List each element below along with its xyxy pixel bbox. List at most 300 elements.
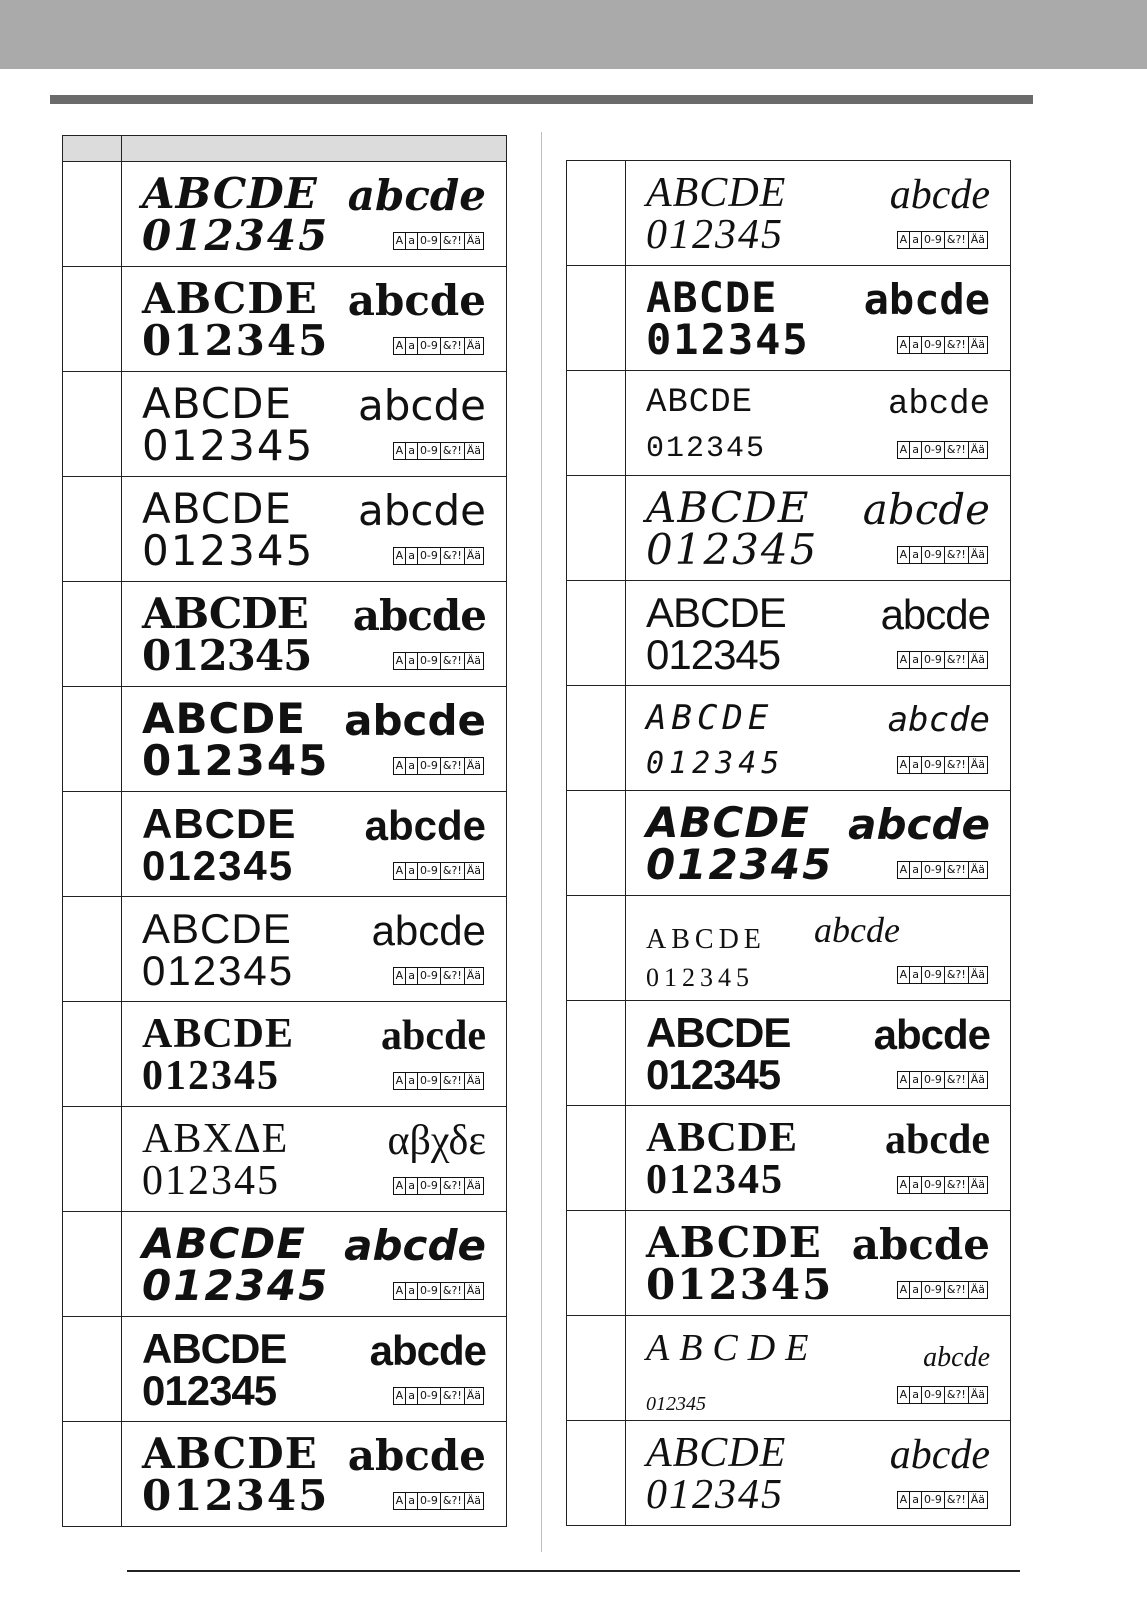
font-row bbox=[567, 266, 1011, 371]
symbols-icon: &?! bbox=[440, 443, 464, 459]
sample-digits: 012345 bbox=[646, 1051, 781, 1098]
numerals-icon: 0-9 bbox=[417, 1493, 440, 1509]
font-sample-cell bbox=[122, 477, 507, 582]
lowercase-icon: a bbox=[909, 1177, 921, 1193]
sample-lowercase: abcde bbox=[347, 171, 486, 220]
font-row bbox=[567, 686, 1011, 791]
font-number-cell bbox=[567, 161, 626, 266]
accented-letters-icon: Ää bbox=[968, 1177, 987, 1193]
sample-uppercase: ABCDE bbox=[646, 1218, 822, 1267]
lowercase-icon: a bbox=[405, 1283, 417, 1299]
numerals-icon: 0-9 bbox=[921, 337, 944, 353]
numerals-icon: 0-9 bbox=[921, 1387, 944, 1403]
font-number-cell bbox=[567, 791, 626, 896]
font-table-left bbox=[62, 135, 507, 1527]
font-row bbox=[567, 1316, 1011, 1421]
uppercase-icon: A bbox=[395, 1284, 404, 1297]
uppercase-icon: A bbox=[899, 233, 908, 246]
sample-digits: 012345 bbox=[646, 1260, 834, 1309]
uppercase-icon: A bbox=[899, 338, 908, 351]
uppercase-icon: A bbox=[395, 339, 404, 352]
numerals-icon: 0-9 bbox=[921, 547, 944, 563]
lowercase-icon: a bbox=[909, 652, 921, 668]
symbols-icon: &?! bbox=[440, 1073, 464, 1089]
uppercase-icon: A bbox=[899, 653, 908, 666]
sample-uppercase: ABCDE bbox=[646, 589, 786, 636]
font-row bbox=[63, 1317, 507, 1422]
uppercase-icon: A bbox=[899, 1283, 908, 1296]
lowercase-icon: a bbox=[909, 1492, 921, 1508]
character-set-icons bbox=[897, 861, 988, 879]
numerals-icon: 0-9 bbox=[417, 758, 440, 774]
font-sample-cell bbox=[626, 1211, 1011, 1316]
font-number-cell bbox=[567, 1316, 626, 1421]
uppercase-icon: A bbox=[395, 549, 404, 562]
sample-lowercase: abcde bbox=[887, 386, 990, 424]
sample-digits: 012345 bbox=[142, 526, 315, 575]
font-sample-cell bbox=[626, 161, 1011, 266]
character-set-icons bbox=[393, 232, 484, 250]
sample-digits: 012345 bbox=[142, 947, 295, 994]
font-sample-cell bbox=[122, 792, 507, 897]
symbols-icon: &?! bbox=[944, 1387, 968, 1403]
sample-lowercase: abcde bbox=[851, 1220, 990, 1269]
sample-digits: 012345 bbox=[142, 211, 330, 260]
accented-letters-icon: Ää bbox=[464, 1073, 483, 1089]
sample-digits: 012345 bbox=[142, 631, 312, 680]
lowercase-icon: a bbox=[405, 443, 417, 459]
accented-letters-icon: Ää bbox=[464, 233, 483, 249]
sample-digits: 012345 bbox=[646, 963, 754, 992]
sample-uppercase: ABCDE bbox=[142, 484, 293, 533]
accented-letters-icon: Ää bbox=[464, 338, 483, 354]
lowercase-icon: a bbox=[405, 968, 417, 984]
symbols-icon: &?! bbox=[440, 1283, 464, 1299]
font-sample-cell bbox=[626, 1001, 1011, 1106]
symbols-icon: &?! bbox=[440, 758, 464, 774]
numerals-icon: 0-9 bbox=[921, 862, 944, 878]
accented-letters-icon: Ää bbox=[464, 1388, 483, 1404]
font-number-cell bbox=[63, 1107, 122, 1212]
character-set-icons bbox=[897, 441, 988, 459]
accented-letters-icon: Ää bbox=[464, 1493, 483, 1509]
sample-uppercase: ABCDE bbox=[646, 384, 754, 422]
font-row bbox=[63, 1212, 507, 1317]
numerals-icon: 0-9 bbox=[417, 443, 440, 459]
font-row bbox=[63, 477, 507, 582]
font-row bbox=[567, 1421, 1011, 1526]
font-number-cell bbox=[567, 1106, 626, 1211]
sample-uppercase: ABCDE bbox=[142, 905, 292, 952]
uppercase-icon: A bbox=[899, 1493, 908, 1506]
numerals-icon: 0-9 bbox=[417, 1283, 440, 1299]
numerals-icon: 0-9 bbox=[921, 1282, 944, 1298]
font-number-cell bbox=[567, 371, 626, 476]
character-set-icons bbox=[393, 652, 484, 670]
symbols-icon: &?! bbox=[944, 1072, 968, 1088]
accented-letters-icon: Ää bbox=[968, 1282, 987, 1298]
sample-uppercase: ABCDE bbox=[142, 274, 318, 323]
uppercase-icon: A bbox=[395, 969, 404, 982]
font-number-cell bbox=[63, 1212, 122, 1317]
character-set-icons bbox=[393, 442, 484, 460]
sample-digits: 012345 bbox=[142, 1471, 330, 1520]
sample-lowercase: abcde bbox=[880, 591, 990, 638]
numerals-icon: 0-9 bbox=[921, 1072, 944, 1088]
character-set-icons bbox=[897, 651, 988, 669]
lowercase-icon: a bbox=[909, 757, 921, 773]
sample-uppercase: ABCDE bbox=[142, 1011, 295, 1057]
lowercase-icon: a bbox=[405, 758, 417, 774]
character-set-icons bbox=[897, 1281, 988, 1299]
accented-letters-icon: Ää bbox=[464, 758, 483, 774]
lowercase-icon: a bbox=[405, 1493, 417, 1509]
character-set-icons bbox=[393, 757, 484, 775]
accented-letters-icon: Ää bbox=[464, 968, 483, 984]
font-number-cell bbox=[567, 1421, 626, 1526]
symbols-icon: &?! bbox=[944, 442, 968, 458]
font-row bbox=[63, 372, 507, 477]
font-number-cell bbox=[63, 792, 122, 897]
uppercase-icon: A bbox=[899, 968, 908, 981]
font-sample-cell bbox=[122, 1002, 507, 1107]
symbols-icon: &?! bbox=[440, 1388, 464, 1404]
font-number-cell bbox=[63, 477, 122, 582]
sample-uppercase: ABCDE bbox=[142, 1219, 306, 1268]
font-row bbox=[567, 1001, 1011, 1106]
sample-lowercase: abcde bbox=[371, 907, 486, 954]
font-row bbox=[63, 792, 507, 897]
lowercase-icon: a bbox=[405, 863, 417, 879]
symbols-icon: &?! bbox=[944, 1282, 968, 1298]
numerals-icon: 0-9 bbox=[921, 442, 944, 458]
numerals-icon: 0-9 bbox=[417, 653, 440, 669]
accented-letters-icon: Ää bbox=[968, 862, 987, 878]
sample-lowercase: abcde bbox=[814, 910, 900, 950]
numerals-icon: 0-9 bbox=[921, 757, 944, 773]
accented-letters-icon: Ää bbox=[968, 1387, 987, 1403]
lowercase-icon: a bbox=[405, 338, 417, 354]
symbols-icon: &?! bbox=[440, 1178, 464, 1194]
font-number-cell bbox=[567, 686, 626, 791]
symbols-icon: &?! bbox=[944, 547, 968, 563]
accented-letters-icon: Ää bbox=[968, 757, 987, 773]
symbols-icon: &?! bbox=[440, 548, 464, 564]
symbols-icon: &?! bbox=[944, 232, 968, 248]
lowercase-icon: a bbox=[405, 233, 417, 249]
sample-lowercase: abcde bbox=[923, 1342, 990, 1373]
font-sample-cell bbox=[122, 372, 507, 477]
uppercase-icon: A bbox=[899, 443, 908, 456]
symbols-icon: &?! bbox=[440, 968, 464, 984]
symbols-icon: &?! bbox=[440, 338, 464, 354]
numerals-icon: 0-9 bbox=[417, 548, 440, 564]
sample-lowercase: abcde bbox=[369, 1327, 486, 1374]
font-sample-cell bbox=[626, 896, 1011, 1001]
character-set-icons bbox=[393, 1072, 484, 1090]
sample-lowercase: abcde bbox=[863, 275, 990, 324]
sample-uppercase: ABCDE bbox=[142, 1325, 287, 1372]
sample-lowercase: abcde bbox=[364, 802, 486, 849]
font-sample-cell bbox=[626, 266, 1011, 371]
font-sample-cell bbox=[626, 1316, 1011, 1421]
lowercase-icon: a bbox=[909, 862, 921, 878]
header-band bbox=[0, 0, 1147, 69]
column-divider bbox=[541, 132, 542, 1552]
uppercase-icon: A bbox=[395, 654, 404, 667]
sample-digits: 012345 bbox=[646, 1472, 784, 1518]
symbols-icon: &?! bbox=[440, 233, 464, 249]
sample-digits: 012345 bbox=[646, 746, 785, 781]
font-number-cell bbox=[567, 476, 626, 581]
numerals-icon: 0-9 bbox=[921, 232, 944, 248]
symbols-icon: &?! bbox=[944, 1177, 968, 1193]
symbols-icon: &?! bbox=[440, 653, 464, 669]
font-row bbox=[567, 791, 1011, 896]
font-row bbox=[63, 582, 507, 687]
character-set-icons bbox=[897, 546, 988, 564]
uppercase-icon: A bbox=[899, 863, 908, 876]
character-set-icons bbox=[393, 967, 484, 985]
uppercase-icon: A bbox=[899, 1178, 908, 1191]
sample-digits: 012345 bbox=[646, 212, 784, 258]
sample-lowercase: abcde bbox=[848, 800, 990, 849]
sample-lowercase: αβχδε bbox=[387, 1118, 486, 1164]
sample-uppercase: ABCDE bbox=[646, 483, 810, 532]
font-sample-cell bbox=[626, 371, 1011, 476]
font-sample-cell bbox=[122, 1422, 507, 1527]
sample-lowercase: abcde bbox=[347, 1431, 486, 1480]
sample-digits: 012345 bbox=[646, 432, 767, 466]
sample-digits: 012345 bbox=[142, 842, 295, 889]
header-rule bbox=[50, 95, 1033, 104]
font-row bbox=[63, 897, 507, 1002]
font-row bbox=[63, 687, 507, 792]
font-number-cell bbox=[63, 267, 122, 372]
font-row bbox=[567, 1211, 1011, 1316]
lowercase-icon: a bbox=[909, 1282, 921, 1298]
lowercase-icon: a bbox=[909, 337, 921, 353]
uppercase-icon: A bbox=[395, 1074, 404, 1087]
font-row bbox=[567, 896, 1011, 1001]
numerals-icon: 0-9 bbox=[921, 652, 944, 668]
font-sample-cell bbox=[122, 1107, 507, 1212]
uppercase-icon: A bbox=[899, 1073, 908, 1086]
character-set-icons bbox=[897, 336, 988, 354]
lowercase-icon: a bbox=[405, 653, 417, 669]
sample-uppercase: ABCDE bbox=[646, 1327, 819, 1369]
lowercase-icon: a bbox=[909, 547, 921, 563]
character-set-icons bbox=[897, 1386, 988, 1404]
lowercase-icon: a bbox=[405, 548, 417, 564]
sample-digits: 012345 bbox=[142, 1158, 280, 1204]
font-sample-cell bbox=[122, 267, 507, 372]
font-row bbox=[567, 476, 1011, 581]
sample-digits: 012345 bbox=[142, 1053, 280, 1099]
font-number-cell bbox=[63, 1422, 122, 1527]
sample-uppercase: ABCDE bbox=[646, 1009, 791, 1056]
sample-uppercase: ABCDE bbox=[646, 698, 774, 738]
accented-letters-icon: Ää bbox=[464, 548, 483, 564]
numerals-icon: 0-9 bbox=[921, 1492, 944, 1508]
uppercase-icon: A bbox=[395, 1179, 404, 1192]
font-number-cell bbox=[63, 582, 122, 687]
font-sample-cell bbox=[122, 687, 507, 792]
numerals-icon: 0-9 bbox=[921, 967, 944, 983]
sample-digits: 012345 bbox=[142, 736, 330, 785]
sample-uppercase: ABCDE bbox=[142, 169, 318, 218]
character-set-icons bbox=[393, 1492, 484, 1510]
sample-uppercase: ABCDE bbox=[646, 170, 787, 216]
numerals-icon: 0-9 bbox=[417, 863, 440, 879]
character-set-icons bbox=[393, 862, 484, 880]
font-sample-cell bbox=[626, 1106, 1011, 1211]
sample-lowercase: abcde bbox=[889, 172, 990, 218]
font-sample-cell bbox=[122, 582, 507, 687]
accented-letters-icon: Ää bbox=[464, 1178, 483, 1194]
font-number-cell bbox=[63, 372, 122, 477]
table-header-row bbox=[63, 136, 507, 162]
accented-letters-icon: Ää bbox=[968, 337, 987, 353]
numerals-icon: 0-9 bbox=[921, 1177, 944, 1193]
symbols-icon: &?! bbox=[944, 337, 968, 353]
accented-letters-icon: Ää bbox=[968, 1072, 987, 1088]
sample-lowercase: abcde bbox=[347, 276, 486, 325]
numerals-icon: 0-9 bbox=[417, 1388, 440, 1404]
font-number-cell bbox=[567, 896, 626, 1001]
font-row bbox=[63, 1107, 507, 1212]
lowercase-icon: a bbox=[405, 1073, 417, 1089]
font-number-cell bbox=[567, 581, 626, 686]
font-number-cell bbox=[63, 1317, 122, 1422]
font-row bbox=[63, 1422, 507, 1527]
lowercase-icon: a bbox=[909, 1072, 921, 1088]
uppercase-icon: A bbox=[395, 1389, 404, 1402]
accented-letters-icon: Ää bbox=[464, 443, 483, 459]
accented-letters-icon: Ää bbox=[464, 863, 483, 879]
sample-digits: 012345 bbox=[646, 525, 819, 574]
sample-uppercase: ABCDE bbox=[142, 589, 308, 638]
accented-letters-icon: Ää bbox=[968, 652, 987, 668]
character-set-icons bbox=[897, 966, 988, 984]
sample-digits: 012345 bbox=[646, 631, 781, 678]
character-set-icons bbox=[393, 1387, 484, 1405]
font-sample-cell bbox=[626, 476, 1011, 581]
font-table-right bbox=[566, 160, 1011, 1526]
accented-letters-icon: Ää bbox=[968, 967, 987, 983]
font-number-cell bbox=[567, 266, 626, 371]
sample-lowercase: abcde bbox=[358, 381, 486, 430]
sample-uppercase: ABCDE bbox=[142, 694, 306, 743]
font-row bbox=[567, 1106, 1011, 1211]
sample-digits: 012345 bbox=[142, 421, 315, 470]
font-number-cell bbox=[63, 687, 122, 792]
numerals-icon: 0-9 bbox=[417, 338, 440, 354]
accented-letters-icon: Ää bbox=[968, 232, 987, 248]
uppercase-icon: A bbox=[395, 864, 404, 877]
character-set-icons bbox=[897, 756, 988, 774]
sample-uppercase: ABCDE bbox=[142, 1429, 318, 1478]
sample-uppercase: ABCDE bbox=[142, 800, 297, 847]
symbols-icon: &?! bbox=[944, 967, 968, 983]
lowercase-icon: a bbox=[909, 967, 921, 983]
footer-rule bbox=[127, 1570, 1020, 1572]
font-sample-cell bbox=[122, 897, 507, 1002]
accented-letters-icon: Ää bbox=[464, 1283, 483, 1299]
sample-lowercase: abcde bbox=[862, 485, 990, 534]
sample-uppercase: ABCDE bbox=[646, 1115, 799, 1161]
symbols-icon: &?! bbox=[440, 863, 464, 879]
uppercase-icon: A bbox=[395, 759, 404, 772]
sample-digits: 012345 bbox=[142, 316, 330, 365]
sample-uppercase: ABCDE bbox=[646, 1430, 787, 1476]
font-row bbox=[567, 371, 1011, 476]
sample-uppercase: ABCDE bbox=[646, 924, 766, 955]
character-set-icons bbox=[897, 1491, 988, 1509]
sample-digits: 012345 bbox=[646, 840, 834, 889]
font-sample-cell bbox=[626, 686, 1011, 791]
uppercase-icon: A bbox=[395, 234, 404, 247]
numerals-icon: 0-9 bbox=[417, 1073, 440, 1089]
sample-lowercase: abcde bbox=[887, 700, 990, 740]
sample-uppercase: ABCDE bbox=[142, 379, 293, 428]
font-sample-cell bbox=[122, 162, 507, 267]
font-sample-cell bbox=[626, 1421, 1011, 1526]
character-set-icons bbox=[897, 1176, 988, 1194]
sample-lowercase: abcde bbox=[381, 1013, 486, 1059]
sample-uppercase: ABCDE bbox=[646, 798, 810, 847]
character-set-icons bbox=[897, 231, 988, 249]
font-number-cell bbox=[63, 897, 122, 1002]
lowercase-icon: a bbox=[909, 232, 921, 248]
sample-digits: 012345 bbox=[142, 1367, 277, 1414]
numerals-icon: 0-9 bbox=[417, 968, 440, 984]
numerals-icon: 0-9 bbox=[417, 1178, 440, 1194]
accented-letters-icon: Ää bbox=[464, 653, 483, 669]
sample-lowercase: abcde bbox=[344, 696, 486, 745]
numerals-icon: 0-9 bbox=[417, 233, 440, 249]
font-sample-cell bbox=[626, 791, 1011, 896]
font-number-cell bbox=[567, 1001, 626, 1106]
font-row bbox=[567, 581, 1011, 686]
character-set-icons bbox=[393, 547, 484, 565]
symbols-icon: &?! bbox=[944, 757, 968, 773]
uppercase-icon: A bbox=[899, 548, 908, 561]
accented-letters-icon: Ää bbox=[968, 442, 987, 458]
uppercase-icon: A bbox=[899, 1388, 908, 1401]
font-row bbox=[63, 162, 507, 267]
accented-letters-icon: Ää bbox=[968, 1492, 987, 1508]
font-sample-cell bbox=[122, 1317, 507, 1422]
font-row bbox=[63, 1002, 507, 1107]
sample-lowercase: abcde bbox=[358, 486, 486, 535]
sample-lowercase: abcde bbox=[352, 591, 486, 640]
sample-digits: 012345 bbox=[646, 1393, 706, 1415]
character-set-icons bbox=[393, 1282, 484, 1300]
sample-lowercase: abcde bbox=[344, 1221, 486, 1270]
lowercase-icon: a bbox=[909, 1387, 921, 1403]
character-set-icons bbox=[897, 1071, 988, 1089]
font-number-cell bbox=[63, 162, 122, 267]
lowercase-icon: a bbox=[405, 1178, 417, 1194]
sample-uppercase: ABCDE bbox=[646, 273, 778, 322]
sample-digits: 012345 bbox=[646, 315, 810, 364]
sample-uppercase: ΑΒΧΔΕ bbox=[142, 1116, 289, 1162]
font-number-cell bbox=[567, 1211, 626, 1316]
accented-letters-icon: Ää bbox=[968, 547, 987, 563]
sample-digits: 012345 bbox=[646, 1157, 784, 1203]
sample-lowercase: abcde bbox=[885, 1117, 990, 1163]
